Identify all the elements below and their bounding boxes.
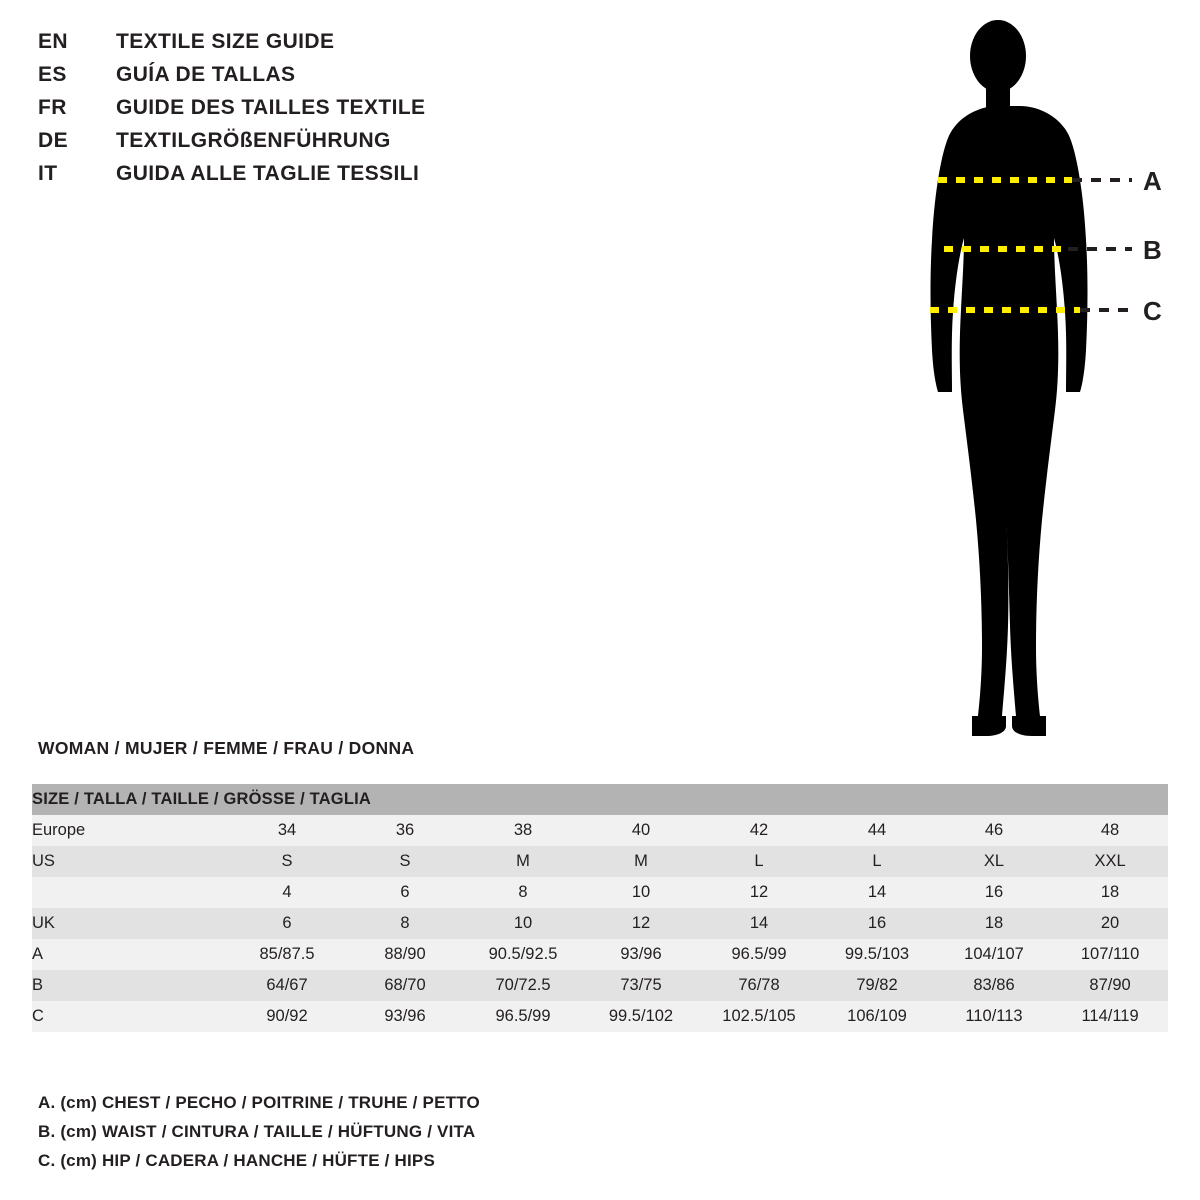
footnotes (38, 1088, 738, 1175)
cell-us-2: S (399, 852, 411, 870)
cell-usnum-3: 8 (518, 883, 528, 901)
cell-a-3: 90.5/92.5 (488, 945, 558, 963)
title-block (38, 30, 558, 195)
cell-us-5: L (754, 852, 764, 870)
cell-us-8: XXL (1094, 852, 1126, 870)
cell-europe-3: 38 (513, 821, 533, 839)
cell-us-1: S (281, 852, 293, 870)
cell-b-7: 83/86 (973, 976, 1015, 994)
cell-a-2: 88/90 (384, 945, 426, 963)
cell-a-4: 93/96 (620, 945, 662, 963)
size-table-wrap (32, 784, 1168, 1032)
cell-b-3: 70/72.5 (495, 976, 551, 994)
title-text-de: TEXTILGRÖßENFÜHRUNG (116, 129, 391, 152)
cell-europe-1: 34 (277, 821, 297, 839)
cell-usnum-2: 6 (400, 883, 410, 901)
section-label-woman: WOMAN / MUJER / FEMME / FRAU / DONNA (38, 738, 415, 758)
cell-us-6: L (872, 852, 882, 870)
table-row (32, 908, 1168, 939)
cell-b-1: 64/67 (266, 976, 308, 994)
cell-c-2: 93/96 (384, 1007, 426, 1025)
cell-a-5: 96.5/99 (731, 945, 787, 963)
table-row (32, 970, 1168, 1001)
title-row-es (38, 63, 558, 96)
footnote-a: A. (cm) CHEST / PECHO / POITRINE / TRUHE / PETTO (38, 1093, 480, 1112)
row-label-europe: Europe (32, 821, 86, 839)
title-lang-fr: FR (38, 96, 67, 119)
table-row (32, 939, 1168, 970)
cell-c-8: 114/119 (1081, 1007, 1139, 1025)
cell-uk-4: 12 (631, 914, 651, 932)
cell-usnum-7: 16 (984, 883, 1004, 901)
cell-uk-8: 20 (1100, 914, 1120, 932)
cell-europe-5: 42 (749, 821, 769, 839)
size-table (32, 784, 1168, 1032)
table-row (32, 846, 1168, 877)
table-row (32, 877, 1168, 908)
footnote-b: B. (cm) WAIST / CINTURA / TAILLE / HÜFTUNG / VITA (38, 1122, 476, 1141)
cell-europe-2: 36 (395, 821, 415, 839)
row-label-us-numeric (32, 877, 228, 908)
measure-label-b: B (1143, 235, 1162, 265)
title-row-fr (38, 96, 558, 129)
cell-us-4: M (634, 852, 648, 870)
cell-uk-7: 18 (984, 914, 1004, 932)
title-lang-en: EN (38, 30, 68, 53)
cell-c-7: 110/113 (965, 1007, 1023, 1025)
cell-a-8: 107/110 (1080, 945, 1140, 963)
cell-uk-2: 8 (400, 914, 410, 932)
title-lang-it: IT (38, 162, 58, 185)
title-row-en (38, 30, 558, 63)
title-lang-de: DE (38, 129, 68, 152)
cell-europe-7: 46 (984, 821, 1004, 839)
cell-a-1: 85/87.5 (259, 945, 315, 963)
cell-europe-8: 48 (1100, 821, 1120, 839)
table-row (32, 815, 1168, 846)
cell-b-8: 87/90 (1089, 976, 1131, 994)
cell-uk-1: 6 (282, 914, 292, 932)
cell-b-4: 73/75 (620, 976, 662, 994)
table-header-label: SIZE / TALLA / TAILLE / GRÖSSE / TAGLIA (32, 790, 372, 808)
cell-a-7: 104/107 (964, 945, 1024, 963)
woman-figure (860, 10, 1190, 750)
table-header-row (32, 784, 1168, 815)
woman-silhouette-icon (931, 20, 1088, 736)
cell-c-4: 99.5/102 (608, 1007, 674, 1025)
cell-us-7: XL (983, 852, 1005, 870)
title-text-fr: GUIDE DES TAILLES TEXTILE (116, 96, 426, 119)
title-text-it: GUIDA ALLE TAGLIE TESSILI (116, 162, 420, 185)
footnote-c: C. (cm) HIP / CADERA / HANCHE / HÜFTE / HIPS (38, 1151, 436, 1170)
cell-usnum-6: 14 (867, 883, 887, 901)
row-label-c: C (32, 1007, 44, 1025)
cell-usnum-5: 12 (749, 883, 769, 901)
cell-europe-6: 44 (867, 821, 887, 839)
cell-c-3: 96.5/99 (495, 1007, 551, 1025)
cell-us-3: M (516, 852, 530, 870)
cell-uk-6: 16 (867, 914, 887, 932)
cell-c-6: 106/109 (847, 1007, 907, 1025)
cell-c-5: 102.5/105 (722, 1007, 796, 1025)
measure-label-a: A (1143, 166, 1162, 196)
title-row-it (38, 162, 558, 195)
cell-a-6: 99.5/103 (844, 945, 910, 963)
cell-uk-5: 14 (749, 914, 769, 932)
row-label-a: A (32, 945, 44, 963)
title-row-de (38, 129, 558, 162)
title-text-en: TEXTILE SIZE GUIDE (116, 30, 335, 53)
cell-b-5: 76/78 (738, 976, 780, 994)
cell-uk-3: 10 (513, 914, 533, 932)
cell-b-6: 79/82 (856, 976, 898, 994)
cell-c-1: 90/92 (266, 1007, 308, 1025)
title-text-es: GUÍA DE TALLAS (116, 63, 296, 86)
row-label-us: US (32, 852, 55, 870)
cell-usnum-4: 10 (631, 883, 651, 901)
title-lang-es: ES (38, 63, 67, 86)
row-label-b: B (32, 976, 44, 994)
cell-usnum-1: 4 (282, 883, 292, 901)
measure-label-c: C (1143, 296, 1162, 326)
cell-b-2: 68/70 (384, 976, 426, 994)
row-label-uk: UK (32, 914, 55, 932)
cell-usnum-8: 18 (1100, 883, 1120, 901)
table-row (32, 1001, 1168, 1032)
cell-europe-4: 40 (631, 821, 651, 839)
